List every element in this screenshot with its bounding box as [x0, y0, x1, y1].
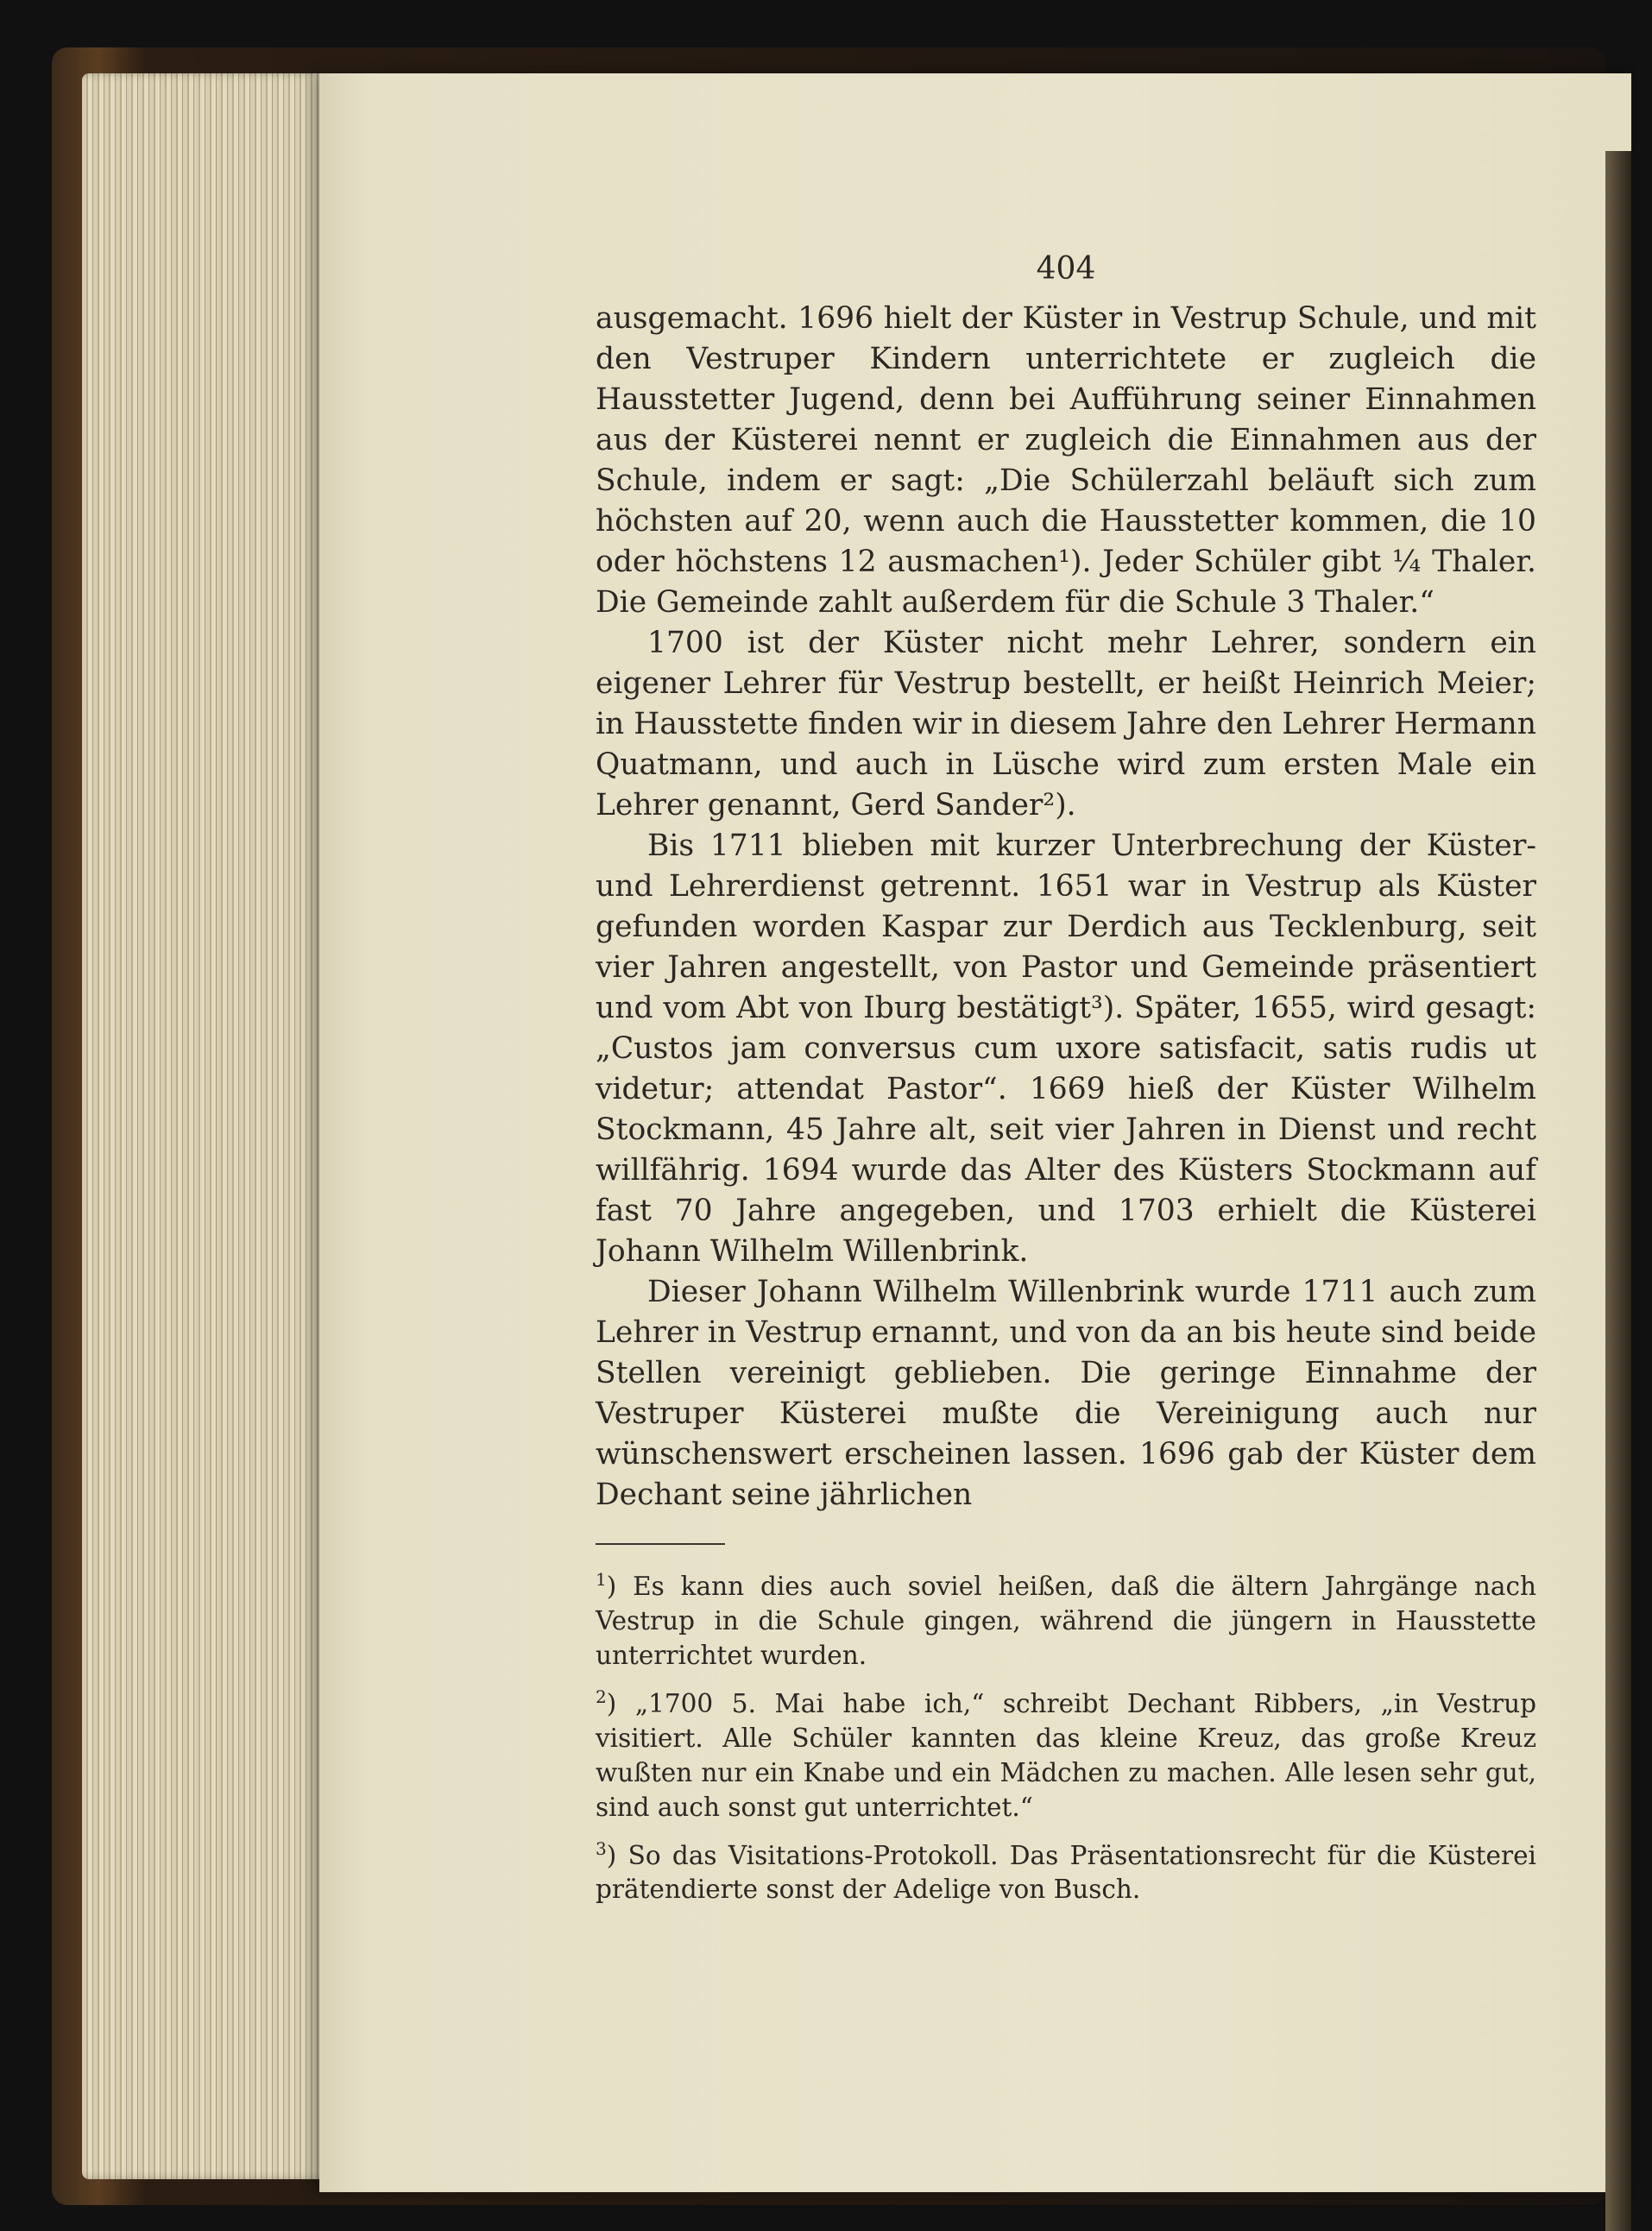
- paragraph-1: ausgemacht. 1696 hielt der Küster in Vestrup Schule, und mit den Vestruper Kindern unterrichtete er zugleich die Hausstetter Jugend, denn bei Aufführung seiner Einnahmen aus der Küsterei nennt er zugleich die Einnahmen aus der Schule, indem er sagt: „Die Schülerzahl beläuft sich zum höchsten auf 20, wenn auch die Hausstetter kommen, die 10 oder höchstens 12 ausmachen¹). Jeder Schüler gibt ¼ Thaler. Die Gemeinde zahlt außerdem für die Schule 3 Thaler.“: [596, 301, 1536, 620]
- paragraph-4: Dieser Johann Wilhelm Willenbrink wurde 1711 auch zum Lehrer in Vestrup ernannt, und von da an bis heute sind beide Stellen vereinigt geblieben. Die geringe Einnahme der Vestruper Küsterei mußte die Vereinigung auch nur wünschenswert erscheinen lassen. 1696 gab der Küster dem Dechant seine jährlichen: [596, 1275, 1536, 1512]
- footnote-1: $^1$) Es kann dies auch soviel heißen, daß die ältern Jahrgänge nach Vestrup in die Schule gingen, während die jüngern in Hausstette unterrichtet wurden.: [596, 1569, 1536, 1670]
- footnote-3-mark: 3: [596, 1837, 607, 1859]
- page-edges: [82, 73, 332, 2179]
- footnote-2: $^2$) „1700 5. Mai habe ich,“ schreibt Dechant Ribbers, „in Vestrup visitiert. Alle Schüler kannten das kleine Kreuz, das große Kreuz wußten nur ein Knabe und ein Mädchen zu machen. Alle lesen sehr gut, sind auch sonst gut unterrichtet.“: [596, 1686, 1536, 1822]
- footnote-2-mark: 2: [596, 1686, 607, 1707]
- footnote-3-text: So das Visitations-Protokoll. Das Präsentationsrecht für die Küsterei prätendierte sonst der Adelige von Busch.: [596, 1840, 1536, 1905]
- paragraph-2: 1700 ist der Küster nicht mehr Lehrer, sondern ein eigener Lehrer für Vestrup bestellt, er heißt Heinrich Meier; in Hausstette finden wir in diesem Jahre den Lehrer Hermann Quatmann, und auch in Lüsche wird zum ersten Male ein Lehrer genannt, Gerd Sander²).: [596, 626, 1536, 822]
- paragraph-3: Bis 1711 blieben mit kurzer Unterbrechung der Küster- und Lehrerdienst getrennt. 1651 war in Vestrup als Küster gefunden worden Kaspar zur Derdich aus Tecklenburg, seit vier Jahren angestellt, von Pastor und Gemeinde präsentiert und vom Abt von Iburg bestätigt³). Später, 1655, wird gesagt: „Custos jam conversus cum uxore satisfacit, satis rudis ut videtur; attendat Pastor“. 1669 hieß der Küster Wilhelm Stockmann, 45 Jahre alt, seit vier Jahren in Dienst und recht willfährig. 1694 wurde das Alter des Küsters Stockmann auf fast 70 Jahre angegeben, und 1703 erhielt die Küsterei Johann Wilhelm Willenbrink.: [596, 829, 1536, 1269]
- footnote-2-text: „1700 5. Mai habe ich,“ schreibt Dechant Ribbers, „in Vestrup visitiert. Alle Schüler kannten das kleine Kreuz, das große Kreuz wußten nur ein Knabe und ein Mädchen zu machen. Alle lesen sehr gut, sind auch sonst gut unterrichtet.“: [596, 1688, 1536, 1822]
- footnote-1-text: Es kann dies auch soviel heißen, daß die ältern Jahrgänge nach Vestrup in die Schule gingen, während die jüngern in Hausstette unterrichtet wurden.: [596, 1571, 1536, 1670]
- page-text: [596, 252, 1536, 1913]
- footnote-3: $^3$) So das Visitations-Protokoll. Das Präsentationsrecht für die Küsterei prätendierte sonst der Adelige von Busch.: [596, 1837, 1536, 1905]
- book-gutter: [1605, 151, 1631, 2231]
- footnote-1-mark: 1: [596, 1569, 607, 1590]
- footnote-divider: [596, 1543, 725, 1545]
- page-number: 404: [1036, 251, 1096, 287]
